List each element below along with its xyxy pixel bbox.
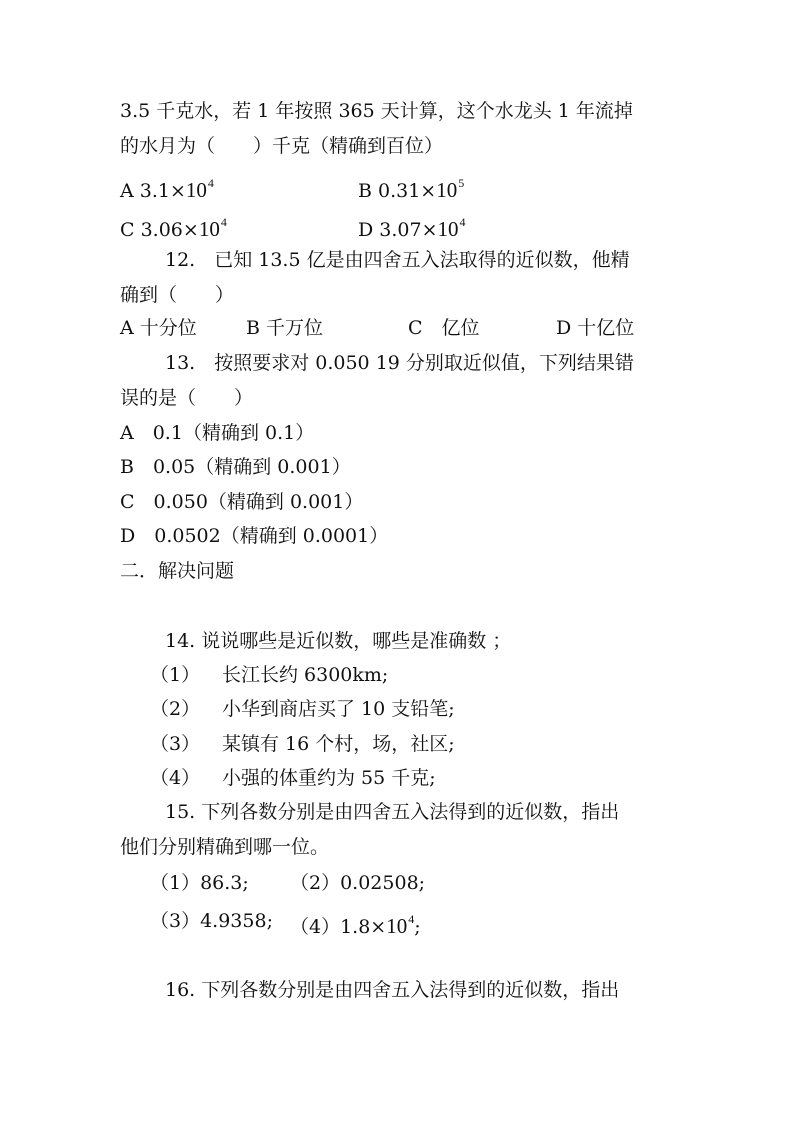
power-exponent: 4 bbox=[408, 912, 415, 926]
power-base: 10 bbox=[386, 914, 408, 938]
item-4-suffix: ; bbox=[414, 916, 421, 938]
q12-option-c: C 亿位 bbox=[408, 317, 480, 339]
q15-item-2: （2）0.02508; bbox=[290, 872, 426, 894]
power-base: 10 bbox=[437, 217, 459, 241]
q14-item-1-text: 长江长约 6300km; bbox=[222, 664, 389, 686]
q14-item-4-number: （4） bbox=[150, 767, 201, 789]
q15-line-2: 他们分别精确到哪一位。 bbox=[120, 836, 330, 858]
option-d-prefix: D 3.07× bbox=[358, 219, 438, 241]
q11-line-2: 的水月为（ ）千克（精确到百位） bbox=[120, 135, 444, 157]
q16-line-1: 16. 下列各数分别是由四舍五入法得到的近似数，指出 bbox=[165, 979, 620, 1001]
power-base: 10 bbox=[436, 178, 458, 202]
q14-item-4-text: 小强的体重约为 55 千克; bbox=[222, 767, 436, 789]
power-exponent: 4 bbox=[207, 176, 214, 190]
q14-title: 14. 说说哪些是近似数，哪些是准确数 ； bbox=[165, 630, 512, 652]
q15-line-1: 15. 下列各数分别是由四舍五入法得到的近似数，指出 bbox=[165, 801, 620, 823]
q11-option-b bbox=[358, 172, 464, 204]
q11-line-1: 3.5 千克水，若 1 年按照 365 天计算，这个水龙头 1 年流掉 bbox=[120, 100, 633, 122]
power-exponent: 5 bbox=[458, 176, 465, 190]
power-base: 10 bbox=[198, 217, 220, 241]
q12-option-b: B 千万位 bbox=[246, 317, 324, 339]
q13-option-d: D 0.0502（精确到 0.0001） bbox=[120, 525, 389, 547]
option-b-prefix: B 0.31× bbox=[358, 180, 437, 202]
option-a-prefix: A 3.1× bbox=[120, 180, 186, 202]
q11-option-c bbox=[120, 211, 227, 243]
q13-line-1: 13. 按照要求对 0.050 19 分别取近似值，下列结果错 bbox=[165, 352, 634, 374]
q12-line-1: 12. 已知 13.5 亿是由四舍五入法取得的近似数，他精 bbox=[165, 249, 630, 271]
q12-option-d: D 十亿位 bbox=[556, 317, 635, 339]
q11-option-a bbox=[120, 172, 214, 204]
q11-option-d bbox=[358, 211, 466, 243]
power-exponent: 4 bbox=[459, 215, 466, 229]
q14-item-1-number: （1） bbox=[150, 664, 201, 686]
q14-item-3-number: （3） bbox=[150, 733, 201, 755]
option-c-prefix: C 3.06× bbox=[120, 219, 199, 241]
q14-item-3-text: 某镇有 16 个村，场，社区; bbox=[222, 733, 455, 755]
q12-option-a: A 十分位 bbox=[120, 317, 197, 339]
q12-line-2: 确到（ ） bbox=[120, 284, 235, 306]
power-base: 10 bbox=[185, 178, 207, 202]
q14-item-2-text: 小华到商店买了 10 支铅笔; bbox=[222, 698, 455, 720]
q13-line-2: 误的是（ ） bbox=[120, 387, 254, 409]
q15-item-4 bbox=[290, 908, 421, 940]
q13-option-a: A 0.1（精确到 0.1） bbox=[120, 422, 315, 444]
power-exponent: 4 bbox=[220, 215, 227, 229]
section-heading: 二．解决问题 bbox=[120, 560, 235, 582]
q13-option-b: B 0.05（精确到 0.001） bbox=[120, 456, 351, 478]
q15-item-3: （3）4.9358; bbox=[150, 910, 273, 932]
item-4-prefix: （4）1.8× bbox=[290, 916, 387, 938]
q15-item-1: （1）86.3; bbox=[150, 872, 249, 894]
q14-item-2-number: （2） bbox=[150, 698, 201, 720]
q13-option-c: C 0.050（精确到 0.001） bbox=[120, 491, 364, 513]
